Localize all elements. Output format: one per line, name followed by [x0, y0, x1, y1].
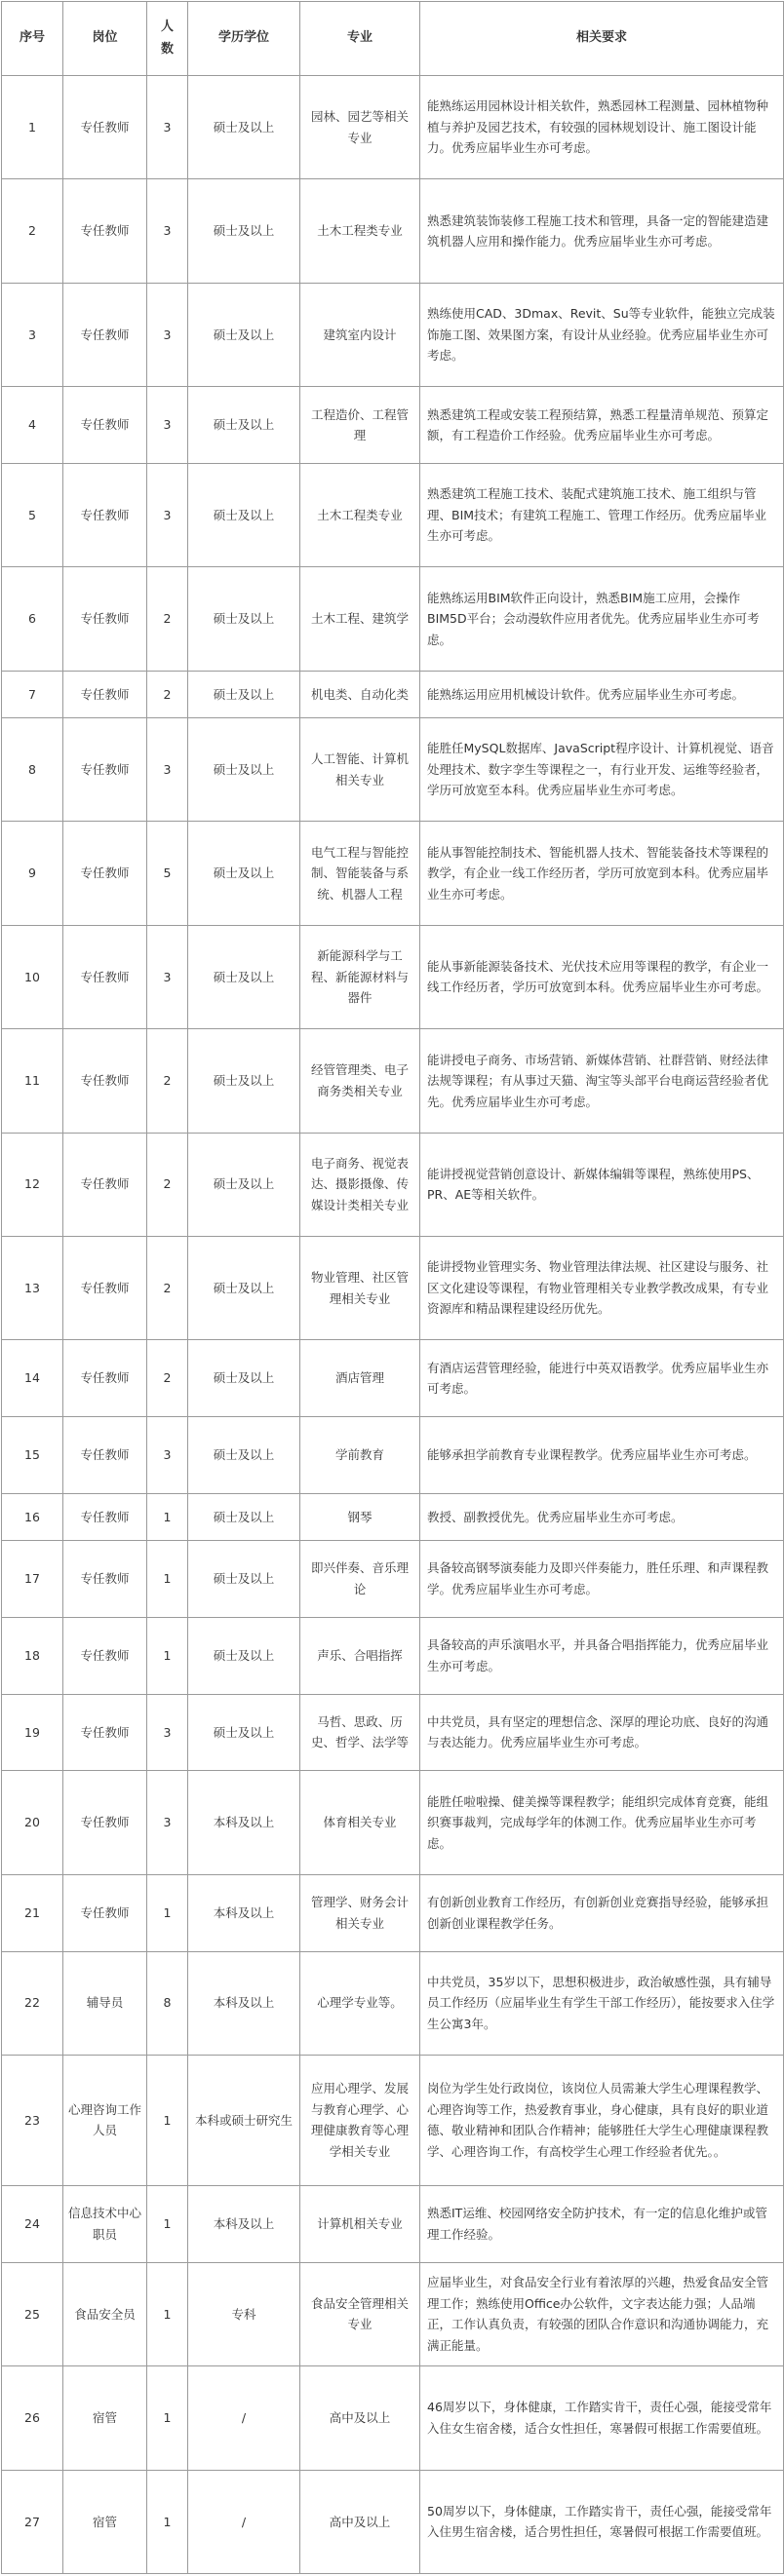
requirements-cell: 能熟练运用园林设计相关软件，熟悉园林工程测量、园林植物种植与养护及园艺技术，有较强的园林规划设计、施工图设计能力。优秀应届毕业生亦可考虑。 — [420, 76, 784, 179]
education-level-cell: 硕士及以上 — [188, 1236, 300, 1339]
major-cell: 钢琴 — [300, 1493, 420, 1540]
requirements-cell: 中共党员，具有坚定的理想信念、深厚的理论功底、良好的沟通与表达能力。优秀应届毕业生亦可考虑。 — [420, 1694, 784, 1771]
post-name-cell: 专任教师 — [63, 1417, 147, 1494]
head-count-cell: 3 — [147, 925, 188, 1028]
post-name-cell: 专任教师 — [63, 1771, 147, 1874]
major-cell: 工程造价、工程管理 — [300, 387, 420, 464]
requirements-cell: 应届毕业生，对食品安全行业有着浓厚的兴趣，热爱食品安全管理工作；熟练使用Office办公软件，文字表达能力强；人品端正，工作认真负责，有较强的团队合作意识和沟通协调能力，充满正能量。 — [420, 2262, 784, 2365]
table-row — [2, 283, 784, 386]
table-row — [2, 1236, 784, 1339]
row-number-cell: 24 — [2, 2185, 63, 2262]
post-name-cell: 宿管 — [63, 2470, 147, 2573]
row-number-cell: 8 — [2, 717, 63, 821]
requirements-cell: 46周岁以下，身体健康，工作踏实肯干，责任心强，能接受常年入住女生宿舍楼，适合女性担任，寒暑假可根据工作需要值班。 — [420, 2366, 784, 2470]
education-level-cell: 硕士及以上 — [188, 76, 300, 179]
requirements-cell: 熟悉建筑装饰装修工程施工技术和管理，具备一定的智能建造建筑机器人应用和操作能力。优秀应届毕业生亦可考虑。 — [420, 179, 784, 283]
head-count-cell: 1 — [147, 2055, 188, 2185]
education-level-cell: 本科或硕士研究生 — [188, 2055, 300, 2185]
row-number-cell: 26 — [2, 2366, 63, 2470]
row-number-cell: 9 — [2, 822, 63, 925]
table-row — [2, 387, 784, 464]
post-name-cell: 专任教师 — [63, 1874, 147, 1951]
head-count-cell: 1 — [147, 1874, 188, 1951]
row-number-cell: 18 — [2, 1617, 63, 1694]
post-name-cell: 专任教师 — [63, 1617, 147, 1694]
requirements-cell: 熟练使用CAD、3Dmax、Revit、Su等专业软件，能独立完成装饰施工图、效果图方案，有设计从业经验。优秀应届毕业生亦可考虑。 — [420, 283, 784, 386]
row-number-cell: 19 — [2, 1694, 63, 1771]
education-level-cell: 本科及以上 — [188, 1874, 300, 1951]
post-name-cell: 专任教师 — [63, 1133, 147, 1236]
requirements-cell: 能从事新能源装备技术、光伏技术应用等课程的教学，有企业一线工作经历者，学历可放宽到本科。优秀应届毕业生亦可考虑。 — [420, 925, 784, 1028]
requirements-cell: 能讲授物业管理实务、物业管理法律法规、社区建设与服务、社区文化建设等课程，有物业管理相关专业教学教改成果，有专业资源库和精品课程建设经历优先。 — [420, 1236, 784, 1339]
major-cell: 土木工程类专业 — [300, 179, 420, 283]
requirements-cell: 中共党员，35岁以下，思想积极进步，政治敏感性强，具有辅导员工作经历（应届毕业生有学生干部工作经历），能按要求入住学生公寓3年。 — [420, 1951, 784, 2055]
education-level-cell: 硕士及以上 — [188, 464, 300, 567]
row-number-cell: 2 — [2, 179, 63, 283]
major-cell: 土木工程、建筑学 — [300, 567, 420, 671]
education-level-cell: 硕士及以上 — [188, 1540, 300, 1617]
header-no: 序号 — [2, 2, 63, 76]
header-row — [2, 2, 784, 76]
post-name-cell: 专任教师 — [63, 717, 147, 821]
major-cell: 食品安全管理相关专业 — [300, 2262, 420, 2365]
row-number-cell: 25 — [2, 2262, 63, 2365]
requirements-cell: 能熟练运用应用机械设计软件。优秀应届毕业生亦可考虑。 — [420, 671, 784, 717]
education-level-cell: 硕士及以上 — [188, 925, 300, 1028]
table-row — [2, 2055, 784, 2185]
row-number-cell: 21 — [2, 1874, 63, 1951]
table-row — [2, 717, 784, 821]
table-row — [2, 1029, 784, 1133]
head-count-cell: 3 — [147, 464, 188, 567]
row-number-cell: 3 — [2, 283, 63, 386]
row-number-cell: 20 — [2, 1771, 63, 1874]
post-name-cell: 专任教师 — [63, 1694, 147, 1771]
major-cell: 电子商务、视觉表达、摄影摄像、传媒设计类相关专业 — [300, 1133, 420, 1236]
major-cell: 园林、园艺等相关专业 — [300, 76, 420, 179]
header-req: 相关要求 — [420, 2, 784, 76]
head-count-cell: 1 — [147, 1617, 188, 1694]
post-name-cell: 专任教师 — [63, 567, 147, 671]
post-name-cell: 食品安全员 — [63, 2262, 147, 2365]
header-major: 专业 — [300, 2, 420, 76]
row-number-cell: 15 — [2, 1417, 63, 1494]
requirements-cell: 教授、副教授优先。优秀应届毕业生亦可考虑。 — [420, 1493, 784, 1540]
education-level-cell: 硕士及以上 — [188, 822, 300, 925]
recruitment-table — [1, 1, 784, 2574]
head-count-cell: 2 — [147, 671, 188, 717]
major-cell: 学前教育 — [300, 1417, 420, 1494]
table-row — [2, 1617, 784, 1694]
education-level-cell: 本科及以上 — [188, 2185, 300, 2262]
table-row — [2, 1951, 784, 2055]
table-row — [2, 2185, 784, 2262]
row-number-cell: 11 — [2, 1029, 63, 1133]
header-edu: 学历学位 — [188, 2, 300, 76]
head-count-cell: 2 — [147, 567, 188, 671]
major-cell: 应用心理学、发展与教育心理学、心理健康教育等心理学相关专业 — [300, 2055, 420, 2185]
head-count-cell: 1 — [147, 2366, 188, 2470]
education-level-cell: 硕士及以上 — [188, 717, 300, 821]
table-row — [2, 1417, 784, 1494]
table-row — [2, 1133, 784, 1236]
head-count-cell: 2 — [147, 1029, 188, 1133]
major-cell: 建筑室内设计 — [300, 283, 420, 386]
row-number-cell: 22 — [2, 1951, 63, 2055]
major-cell: 即兴伴奏、音乐理论 — [300, 1540, 420, 1617]
education-level-cell: / — [188, 2366, 300, 2470]
head-count-cell: 3 — [147, 76, 188, 179]
education-level-cell: 硕士及以上 — [188, 567, 300, 671]
head-count-cell: 8 — [147, 1951, 188, 2055]
requirements-cell: 熟悉建筑工程施工技术、装配式建筑施工技术、施工组织与管理、BIM技术；有建筑工程施工、管理工作经历。优秀应届毕业生亦可考虑。 — [420, 464, 784, 567]
requirements-cell: 有创新创业教育工作经历，有创新创业竞赛指导经验，能够承担创新创业课程教学任务。 — [420, 1874, 784, 1951]
table-row — [2, 822, 784, 925]
head-count-cell: 3 — [147, 1694, 188, 1771]
table-row — [2, 1340, 784, 1417]
education-level-cell: 硕士及以上 — [188, 179, 300, 283]
row-number-cell: 16 — [2, 1493, 63, 1540]
major-cell: 电气工程与智能控制、智能装备与系统、机器人工程 — [300, 822, 420, 925]
table-row — [2, 1694, 784, 1771]
requirements-cell: 岗位为学生处行政岗位，该岗位人员需兼大学生心理课程教学、心理咨询等工作，热爱教育事业，身心健康，具有良好的职业道德、敬业精神和团队合作精神；能够胜任大学生心理健康课程教学、心理咨询工作，有高校学生心理工作经验者优先。。 — [420, 2055, 784, 2185]
head-count-cell: 2 — [147, 1133, 188, 1236]
table-row — [2, 76, 784, 179]
education-level-cell: 硕士及以上 — [188, 387, 300, 464]
post-name-cell: 专任教师 — [63, 283, 147, 386]
post-name-cell: 信息技术中心职员 — [63, 2185, 147, 2262]
requirements-cell: 熟悉建筑工程或安装工程预结算，熟悉工程量清单规范、预算定额，有工程造价工作经验。优秀应届毕业生亦可考虑。 — [420, 387, 784, 464]
education-level-cell: 硕士及以上 — [188, 283, 300, 386]
major-cell: 高中及以上 — [300, 2470, 420, 2573]
table-row — [2, 925, 784, 1028]
head-count-cell: 5 — [147, 822, 188, 925]
post-name-cell: 专任教师 — [63, 1493, 147, 1540]
major-cell: 新能源科学与工程、新能源材料与器件 — [300, 925, 420, 1028]
header-count: 人数 — [147, 2, 188, 76]
major-cell: 管理学、财务会计相关专业 — [300, 1874, 420, 1951]
major-cell: 人工智能、计算机相关专业 — [300, 717, 420, 821]
table-row — [2, 671, 784, 717]
post-name-cell: 专任教师 — [63, 925, 147, 1028]
table-row — [2, 1493, 784, 1540]
row-number-cell: 12 — [2, 1133, 63, 1236]
requirements-cell: 50周岁以下，身体健康，工作踏实肯干，责任心强，能接受常年入住男生宿舍楼，适合男性担任，寒暑假可根据工作需要值班。 — [420, 2470, 784, 2573]
row-number-cell: 10 — [2, 925, 63, 1028]
row-number-cell: 17 — [2, 1540, 63, 1617]
head-count-cell: 3 — [147, 179, 188, 283]
education-level-cell: 本科及以上 — [188, 1771, 300, 1874]
post-name-cell: 专任教师 — [63, 179, 147, 283]
requirements-cell: 具备较高钢琴演奏能力及即兴伴奏能力，胜任乐理、和声课程教学。优秀应届毕业生亦可考虑。 — [420, 1540, 784, 1617]
header-post: 岗位 — [63, 2, 147, 76]
post-name-cell: 专任教师 — [63, 1029, 147, 1133]
education-level-cell: 硕士及以上 — [188, 1029, 300, 1133]
row-number-cell: 4 — [2, 387, 63, 464]
table-row — [2, 179, 784, 283]
post-name-cell: 心理咨询工作人员 — [63, 2055, 147, 2185]
head-count-cell: 3 — [147, 717, 188, 821]
education-level-cell: 硕士及以上 — [188, 1417, 300, 1494]
head-count-cell: 3 — [147, 283, 188, 386]
post-name-cell: 辅导员 — [63, 1951, 147, 2055]
row-number-cell: 6 — [2, 567, 63, 671]
row-number-cell: 27 — [2, 2470, 63, 2573]
major-cell: 心理学专业等。 — [300, 1951, 420, 2055]
post-name-cell: 专任教师 — [63, 822, 147, 925]
head-count-cell: 3 — [147, 1771, 188, 1874]
education-level-cell: / — [188, 2470, 300, 2573]
requirements-cell: 能从事智能控制技术、智能机器人技术、智能装备技术等课程的教学，有企业一线工作经历者，学历可放宽到本科。优秀应届毕业生亦可考虑。 — [420, 822, 784, 925]
table-body — [2, 76, 784, 2574]
row-number-cell: 5 — [2, 464, 63, 567]
education-level-cell: 硕士及以上 — [188, 671, 300, 717]
post-name-cell: 专任教师 — [63, 387, 147, 464]
post-name-cell: 专任教师 — [63, 1540, 147, 1617]
requirements-cell: 能够承担学前教育专业课程教学。优秀应届毕业生亦可考虑。 — [420, 1417, 784, 1494]
table-row — [2, 2366, 784, 2470]
table-row — [2, 567, 784, 671]
major-cell: 马哲、思政、历史、哲学、法学等 — [300, 1694, 420, 1771]
post-name-cell: 专任教师 — [63, 1236, 147, 1339]
post-name-cell: 专任教师 — [63, 1340, 147, 1417]
table-row — [2, 1540, 784, 1617]
education-level-cell: 专科 — [188, 2262, 300, 2365]
major-cell: 物业管理、社区管理相关专业 — [300, 1236, 420, 1339]
requirements-cell: 能熟练运用BIM软件正向设计，熟悉BIM施工应用，会操作BIM5D平台；会动漫软件应用者优先。优秀应届毕业生亦可考虑。 — [420, 567, 784, 671]
row-number-cell: 1 — [2, 76, 63, 179]
row-number-cell: 7 — [2, 671, 63, 717]
post-name-cell: 专任教师 — [63, 76, 147, 179]
post-name-cell: 专任教师 — [63, 671, 147, 717]
row-number-cell: 14 — [2, 1340, 63, 1417]
post-name-cell: 专任教师 — [63, 464, 147, 567]
post-name-cell: 宿管 — [63, 2366, 147, 2470]
requirements-cell: 能讲授视觉营销创意设计、新媒体编辑等课程，熟练使用PS、PR、AE等相关软件。 — [420, 1133, 784, 1236]
table-row — [2, 1874, 784, 1951]
education-level-cell: 硕士及以上 — [188, 1493, 300, 1540]
table-row — [2, 2262, 784, 2365]
education-level-cell: 本科及以上 — [188, 1951, 300, 2055]
row-number-cell: 23 — [2, 2055, 63, 2185]
major-cell: 高中及以上 — [300, 2366, 420, 2470]
major-cell: 计算机相关专业 — [300, 2185, 420, 2262]
major-cell: 声乐、合唱指挥 — [300, 1617, 420, 1694]
requirements-cell: 能胜任啦啦操、健美操等课程教学；能组织完成体育竞赛，能组织赛事裁判，完成每学年的体测工作。优秀应届毕业生亦可考虑。 — [420, 1771, 784, 1874]
head-count-cell: 2 — [147, 1340, 188, 1417]
table-row — [2, 1771, 784, 1874]
head-count-cell: 3 — [147, 1417, 188, 1494]
head-count-cell: 2 — [147, 1236, 188, 1339]
head-count-cell: 1 — [147, 2185, 188, 2262]
major-cell: 机电类、自动化类 — [300, 671, 420, 717]
head-count-cell: 1 — [147, 2470, 188, 2573]
requirements-cell: 能讲授电子商务、市场营销、新媒体营销、社群营销、财经法律法规等课程；有从事过天猫、淘宝等头部平台电商运营经验者优先。优秀应届毕业生亦可考虑。 — [420, 1029, 784, 1133]
education-level-cell: 硕士及以上 — [188, 1694, 300, 1771]
education-level-cell: 硕士及以上 — [188, 1133, 300, 1236]
head-count-cell: 1 — [147, 2262, 188, 2365]
table-row — [2, 2470, 784, 2573]
head-count-cell: 1 — [147, 1493, 188, 1540]
major-cell: 酒店管理 — [300, 1340, 420, 1417]
requirements-cell: 具备较高的声乐演唱水平，并具备合唱指挥能力，优秀应届毕业生亦可考虑。 — [420, 1617, 784, 1694]
table-row — [2, 464, 784, 567]
head-count-cell: 1 — [147, 1540, 188, 1617]
head-count-cell: 3 — [147, 387, 188, 464]
major-cell: 体育相关专业 — [300, 1771, 420, 1874]
requirements-cell: 能胜任MySQL数据库、JavaScript程序设计、计算机视觉、语音处理技术、数字孪生等课程之一，有行业开发、运维等经验者，学历可放宽至本科。优秀应届毕业生亦可考虑。 — [420, 717, 784, 821]
education-level-cell: 硕士及以上 — [188, 1617, 300, 1694]
requirements-cell: 熟悉IT运维、校园网络安全防护技术，有一定的信息化维护或管理工作经验。 — [420, 2185, 784, 2262]
requirements-cell: 有酒店运营管理经验，能进行中英双语教学。优秀应届毕业生亦可考虑。 — [420, 1340, 784, 1417]
major-cell: 土木工程类专业 — [300, 464, 420, 567]
major-cell: 经管管理类、电子商务类相关专业 — [300, 1029, 420, 1133]
row-number-cell: 13 — [2, 1236, 63, 1339]
education-level-cell: 硕士及以上 — [188, 1340, 300, 1417]
